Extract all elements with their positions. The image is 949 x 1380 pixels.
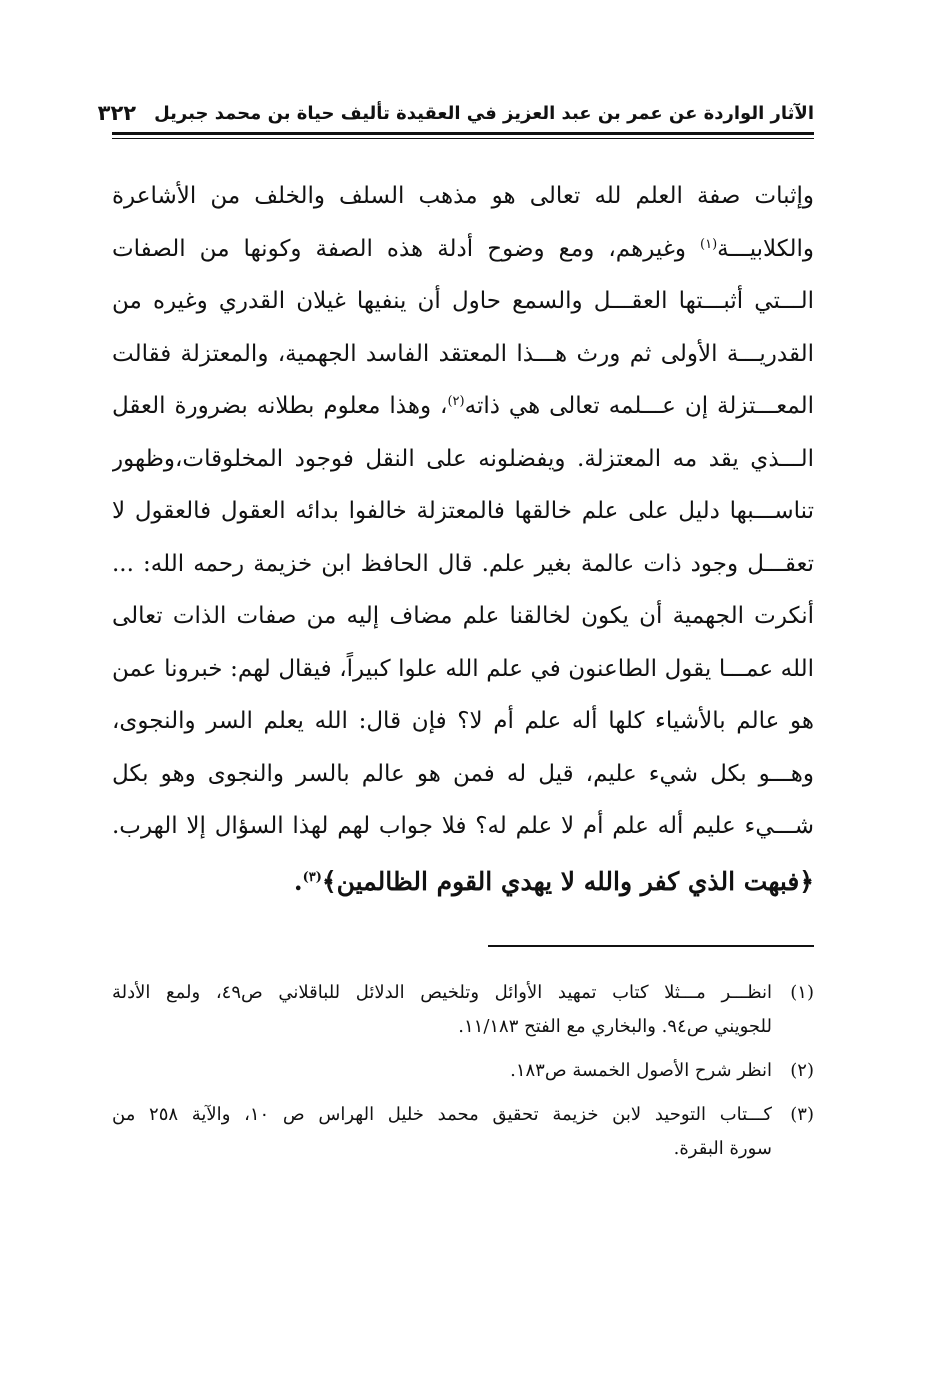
text-fragment: وغيرهم، ومع وضوح أدلة هذه الصفة وكونها من الصفات [112, 235, 701, 262]
text-line-8: تعقـــل وجود ذات عالمة بغير علم. قال الحافظ ابن خزيمة رحمه الله: ... [112, 550, 814, 577]
text-line-2 [112, 229, 814, 282]
footnote-2 [112, 1054, 814, 1088]
footnote-line: انظر شرح الأصول الخمسة ص١٨٣. [510, 1060, 772, 1081]
page-number: ٣٢٢ [97, 101, 137, 125]
text-line-9: أنكرت الجهمية أن يكون لخالقنا علم مضاف إليه من صفات الذات تعالى [112, 603, 814, 629]
text-line-13: شـــيء عليم أله علم أم لا علم له؟ فلا جواب لهم لهذا السؤال إلا الهرب. [112, 813, 814, 839]
footnote-text [112, 976, 772, 1044]
text-line-10: الله عمـــا يقول الطاعنون في علم الله علوا كبيراً، فيقال لهم: خبرونا عمن [112, 655, 814, 682]
footnote-ref-1: (١) [700, 236, 718, 252]
footnote-number: (٢) [790, 1060, 814, 1081]
text-line-4: القدريـــة الأولى ثم ورث هـــذا المعتقد الفاسد الجهمية، والمعتزلة فقالت [112, 340, 814, 367]
footnote-ref-3: (٣) [302, 869, 322, 885]
footnote-number: (٣) [790, 1104, 814, 1125]
text-line-11: هو عالم بالأشياء كلها أله علم أم لا؟ فإن قال: الله يعلم السر والنجوى، [112, 708, 814, 734]
text-line-5 [112, 386, 814, 439]
quran-verse: ﴿فبهت الذي كفر والله لا يهدي القوم الظالمين﴾ [321, 866, 814, 896]
footnote-text [112, 1054, 772, 1088]
text-line-1: وإثبات صفة العلم لله تعالى هو مذهب السلف والخلف من الأشاعرة [112, 183, 814, 209]
footnote-1 [112, 976, 814, 1044]
footnote-line: انظـــر مـــثلا كتاب تمهيد الأوائل وتلخيص الدلائل للباقلاني ص٤٩، ولمع الأدلة [112, 982, 772, 1003]
text-fragment: المعـــتزلة إن عـــلمه تعالى هي ذاته [464, 393, 814, 419]
header-rule-thick [112, 132, 814, 135]
verse-end-period: . [293, 866, 303, 896]
footnote-line: للجويني ص٩٤. والبخاري مع الفتح ١١/١٨٣. [458, 1016, 772, 1037]
text-line-6: الـــذي يقد مه المعتزلة. ويفضلونه على النقل فوجود المخلوقات،وظهور [112, 445, 814, 472]
text-fragment: والكلابيـــة [717, 235, 814, 262]
footnote-3 [112, 1098, 814, 1166]
footnote-line: كـــتاب التوحيد لابن خزيمة تحقيق محمد خليل الهراس ص ١٠، والآية ٢٥٨ من [112, 1104, 772, 1125]
text-line-7: تناســـبها دليل على علم خالقها فالمعتزلة خالفوا بدائه العقول فالعقول لا [112, 498, 814, 524]
footnote-line: سورة البقرة. [673, 1138, 772, 1159]
running-header [97, 96, 814, 130]
text-fragment: ، وهذا معلوم بطلانه بضرورة العقل [112, 393, 448, 419]
header-rule-thin [112, 138, 814, 139]
footnote-number: (١) [790, 982, 814, 1003]
footnote-text [112, 1098, 772, 1166]
footnote-separator [488, 945, 814, 947]
footnotes [112, 976, 814, 1176]
footnote-ref-2: (٢) [447, 394, 465, 409]
text-line-12: وهـــو بكل شيء عليم، قيل له فمن هو عالم بالسر والنجوى وهو بكل [112, 760, 814, 787]
header-title: الآثار الواردة عن عمر بن عبد العزيز في العقيدة تأليف حياة بن محمد جبريل [154, 102, 814, 124]
quran-verse-line [112, 859, 814, 911]
main-text [112, 176, 814, 911]
text-line-3: الـــتي أثبـــتها العقـــل والسمع حاول أن ينفيها غيلان القدري وغيره من [112, 288, 814, 314]
